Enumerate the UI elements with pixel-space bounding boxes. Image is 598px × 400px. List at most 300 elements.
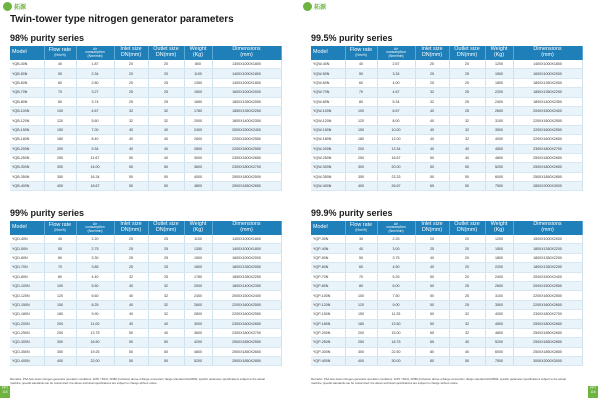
cell-outlet-size: 20 bbox=[449, 60, 485, 69]
table-row bbox=[311, 235, 582, 244]
cell-air-consumption: 8.00 bbox=[377, 116, 415, 125]
cell-weight: 1780 bbox=[184, 106, 212, 115]
cell-flow-rate: 150 bbox=[44, 300, 76, 309]
cell-dimensions: 2000X1500X2400 bbox=[513, 106, 582, 115]
cell-outlet-size: 40 bbox=[148, 153, 184, 162]
cell-air-consumption: 10.00 bbox=[377, 125, 415, 134]
table-row bbox=[311, 310, 582, 319]
section-title-98: 98% purity series bbox=[10, 33, 85, 43]
table-header-row bbox=[10, 221, 281, 235]
cell-dimensions: 1800X1350X2200 bbox=[513, 244, 582, 253]
cell-weight: 3000 bbox=[184, 153, 212, 162]
cell-weight: 2600 bbox=[485, 106, 513, 115]
cell-inlet-size: 25 bbox=[415, 69, 449, 78]
cell-inlet-size: 25 bbox=[114, 88, 148, 97]
cell-dimensions: 2300X1800X2700 bbox=[212, 163, 281, 172]
header-model bbox=[311, 221, 345, 235]
cell-outlet-size: 20 bbox=[148, 69, 184, 78]
cell-model: YQD-40N bbox=[10, 235, 44, 244]
cell-air-consumption: 18.75 bbox=[377, 338, 415, 347]
cell-flow-rate: 50 bbox=[345, 253, 377, 262]
cell-weight: 2400 bbox=[485, 272, 513, 281]
header-flow-rate-text: Flow rate bbox=[349, 47, 373, 54]
page-title: Twin-tower type nitrogen generator parameters bbox=[10, 14, 234, 25]
cell-dimensions: 2000X1500X2400 bbox=[513, 272, 582, 281]
header-weight-text: Weight bbox=[189, 221, 207, 228]
cell-model: YQW-300N bbox=[311, 163, 345, 172]
cell-inlet-size: 40 bbox=[114, 125, 148, 134]
header-dimensions-text: Dimensions bbox=[232, 221, 261, 228]
cell-flow-rate: 80 bbox=[345, 281, 377, 290]
cell-inlet-size: 50 bbox=[114, 182, 148, 191]
cell-flow-rate: 70 bbox=[44, 263, 76, 272]
cell-outlet-size: 20 bbox=[148, 60, 184, 69]
header-inlet-size-text: DN(mm) bbox=[120, 227, 142, 233]
cell-weight: 5200 bbox=[184, 357, 212, 366]
header-flow-rate-text: Flow rate bbox=[48, 47, 72, 54]
header-inlet-size bbox=[114, 46, 148, 60]
cell-weight: 1650 bbox=[184, 97, 212, 106]
cell-model: YQD-350N bbox=[10, 347, 44, 356]
cell-dimensions: 2500X1850X2850 bbox=[212, 357, 281, 366]
header-dimensions bbox=[513, 46, 582, 60]
cell-flow-rate: 300 bbox=[44, 163, 76, 172]
cell-outlet-size: 50 bbox=[148, 163, 184, 172]
spec-table-99-9 bbox=[311, 221, 583, 366]
cell-flow-rate: 50 bbox=[44, 69, 76, 78]
cell-dimensions: 2500X1800X2650 bbox=[513, 319, 582, 328]
cell-air-consumption: 4.50 bbox=[377, 263, 415, 272]
spec-table-99 bbox=[10, 221, 282, 366]
cell-model: YQW-100N bbox=[311, 106, 345, 115]
cell-air-consumption: 5.34 bbox=[377, 97, 415, 106]
cell-outlet-size: 25 bbox=[449, 106, 485, 115]
cell-weight: 3600 bbox=[184, 328, 212, 337]
table-row bbox=[10, 144, 281, 153]
cell-weight: 5200 bbox=[485, 163, 513, 172]
header-inlet-size-text: Inlet size bbox=[421, 221, 443, 228]
cell-weight: 2400 bbox=[184, 125, 212, 134]
cell-dimensions: 1600X1000X2000 bbox=[513, 69, 582, 78]
header-dimensions-text: (mm) bbox=[240, 227, 253, 233]
cell-dimensions: 2300X1800X2700 bbox=[513, 310, 582, 319]
cell-outlet-size: 25 bbox=[148, 263, 184, 272]
cell-inlet-size: 32 bbox=[415, 88, 449, 97]
cell-model: YQP-200N bbox=[311, 328, 345, 337]
cell-inlet-size: 40 bbox=[114, 144, 148, 153]
cell-air-consumption: 3.00 bbox=[377, 244, 415, 253]
header-air-consumption-text: Air bbox=[393, 221, 399, 226]
cell-air-consumption: 20.00 bbox=[377, 163, 415, 172]
cell-flow-rate: 300 bbox=[345, 163, 377, 172]
cell-inlet-size: 50 bbox=[415, 281, 449, 290]
table-row bbox=[311, 106, 582, 115]
cell-weight: 1500 bbox=[184, 253, 212, 262]
table-row bbox=[311, 88, 582, 97]
cell-flow-rate: 100 bbox=[345, 106, 377, 115]
table-row bbox=[10, 88, 281, 97]
table-row bbox=[10, 172, 281, 181]
table-row bbox=[10, 135, 281, 144]
cell-dimensions: 1400X1000X1800 bbox=[212, 235, 281, 244]
cell-weight: 4500 bbox=[485, 144, 513, 153]
cell-air-consumption: 16.50 bbox=[76, 338, 114, 347]
cell-air-consumption: 16.67 bbox=[377, 153, 415, 162]
header-inlet-size bbox=[114, 221, 148, 235]
cell-air-consumption: 16.34 bbox=[76, 172, 114, 181]
cell-dimensions: 1800X1350X2250 bbox=[513, 263, 582, 272]
table-row bbox=[311, 60, 582, 69]
cell-air-consumption: 4.67 bbox=[76, 106, 114, 115]
header-dimensions bbox=[212, 46, 281, 60]
table-header-row bbox=[311, 46, 582, 60]
header-outlet-size-text: Outlet size bbox=[454, 221, 480, 228]
cell-outlet-size: 50 bbox=[449, 357, 485, 366]
cell-flow-rate: 120 bbox=[345, 300, 377, 309]
cell-outlet-size: 25 bbox=[148, 272, 184, 281]
cell-air-consumption: 2.75 bbox=[76, 244, 114, 253]
header-air-consumption-text: Air bbox=[393, 46, 399, 51]
cell-outlet-size: 25 bbox=[148, 88, 184, 97]
cell-flow-rate: 80 bbox=[44, 272, 76, 281]
table-row bbox=[311, 300, 582, 309]
cell-air-consumption: 4.40 bbox=[76, 272, 114, 281]
header-model-text: Model bbox=[12, 224, 27, 231]
header-outlet-size bbox=[148, 221, 184, 235]
cell-air-consumption: 22.00 bbox=[76, 357, 114, 366]
cell-air-consumption: 26.67 bbox=[377, 182, 415, 191]
cell-weight: 1800 bbox=[485, 78, 513, 87]
cell-dimensions: 1400X1000X1800 bbox=[212, 69, 281, 78]
cell-weight: 1350 bbox=[184, 78, 212, 87]
cell-dimensions: 2500X1850X2650 bbox=[212, 347, 281, 356]
cell-inlet-size: 50 bbox=[114, 357, 148, 366]
header-outlet-size-text: Outlet size bbox=[153, 46, 179, 53]
table-row bbox=[10, 182, 281, 191]
cell-dimensions: 1600X1000X2000 bbox=[212, 253, 281, 262]
cell-model: YQP-100N bbox=[311, 291, 345, 300]
logo-left bbox=[3, 2, 26, 11]
cell-flow-rate: 200 bbox=[345, 144, 377, 153]
cell-weight: 2000 bbox=[184, 116, 212, 125]
cell-flow-rate: 350 bbox=[44, 347, 76, 356]
cell-model: YQP-50N bbox=[311, 253, 345, 262]
remarks-right: Remarks: PSA twin-tower nitrogen generator operation conditions: 220V / 50Hz, DN80 (inclusive) above a flange connection, flange standard HG20592; specific parameter specifications subject to the actual machine; special standards can be customized; the above technical specifications are subject to change without notice. bbox=[311, 377, 566, 385]
header-flow-rate-text: Flow rate bbox=[48, 222, 72, 229]
cell-weight: 2600 bbox=[485, 281, 513, 290]
cell-weight: 1800 bbox=[485, 253, 513, 262]
cell-inlet-size: 32 bbox=[114, 116, 148, 125]
cell-model: YQW-80N bbox=[311, 97, 345, 106]
cell-weight: 2800 bbox=[184, 144, 212, 153]
header-flow-rate-text: (Nm³/h) bbox=[54, 228, 66, 233]
cell-model: YQB-400N bbox=[10, 182, 44, 191]
cell-outlet-size: 20 bbox=[449, 263, 485, 272]
cell-inlet-size: 65 bbox=[415, 182, 449, 191]
cell-weight: 2400 bbox=[184, 291, 212, 300]
cell-flow-rate: 70 bbox=[345, 272, 377, 281]
cell-weight: 1100 bbox=[184, 69, 212, 78]
table-row bbox=[10, 163, 281, 172]
header-model bbox=[10, 221, 44, 235]
table-row bbox=[311, 144, 582, 153]
cell-dimensions: 1800X1350X2250 bbox=[513, 253, 582, 262]
cell-air-consumption: 12.00 bbox=[377, 135, 415, 144]
cell-flow-rate: 180 bbox=[44, 310, 76, 319]
cell-model: YQB-40N bbox=[10, 60, 44, 69]
cell-weight: 1780 bbox=[184, 272, 212, 281]
header-air-consumption bbox=[377, 46, 415, 60]
table-row bbox=[311, 125, 582, 134]
cell-dimensions: 1800X1400X2350 bbox=[212, 116, 281, 125]
cell-outlet-size: 50 bbox=[148, 182, 184, 191]
cell-inlet-size: 50 bbox=[114, 172, 148, 181]
section-title-99: 99% purity series bbox=[10, 208, 85, 218]
cell-outlet-size: 50 bbox=[148, 172, 184, 181]
cell-air-consumption: 23.33 bbox=[377, 172, 415, 181]
cell-inlet-size: 50 bbox=[114, 338, 148, 347]
cell-flow-rate: 50 bbox=[345, 69, 377, 78]
cell-air-consumption: 3.30 bbox=[76, 253, 114, 262]
cell-outlet-size: 50 bbox=[148, 357, 184, 366]
cell-air-consumption: 6.00 bbox=[377, 281, 415, 290]
cell-dimensions: 2200X1600X2550 bbox=[513, 116, 582, 125]
cell-inlet-size: 20 bbox=[114, 69, 148, 78]
page-badge-left bbox=[0, 386, 10, 398]
cell-outlet-size: 25 bbox=[148, 253, 184, 262]
cell-air-consumption: 14.00 bbox=[76, 163, 114, 172]
header-weight-text: (Kg) bbox=[493, 52, 505, 58]
cell-dimensions: 2200X1600X2550 bbox=[212, 300, 281, 309]
cell-inlet-size: 25 bbox=[114, 97, 148, 106]
cell-air-consumption: 18.67 bbox=[76, 182, 114, 191]
cell-air-consumption: 30.00 bbox=[377, 357, 415, 366]
cell-dimensions: 2500X1850X2850 bbox=[513, 338, 582, 347]
cell-outlet-size: 25 bbox=[449, 97, 485, 106]
cell-air-consumption: 6.60 bbox=[76, 291, 114, 300]
cell-model: YQB-100N bbox=[10, 106, 44, 115]
table-row bbox=[10, 116, 281, 125]
table-row bbox=[311, 172, 582, 181]
table-row bbox=[10, 125, 281, 134]
cell-inlet-size: 65 bbox=[415, 338, 449, 347]
header-weight-text: (Kg) bbox=[192, 227, 204, 233]
cell-weight: 4800 bbox=[184, 182, 212, 191]
cell-air-consumption: 8.40 bbox=[76, 135, 114, 144]
cell-inlet-size: 40 bbox=[415, 135, 449, 144]
cell-air-consumption: 5.50 bbox=[76, 281, 114, 290]
cell-flow-rate: 400 bbox=[345, 357, 377, 366]
cell-model: YQW-50N bbox=[311, 69, 345, 78]
cell-flow-rate: 80 bbox=[345, 97, 377, 106]
cell-model: YQP-400N bbox=[311, 357, 345, 366]
cell-model: YQD-200N bbox=[10, 319, 44, 328]
cell-dimensions: 2300X1800X2700 bbox=[513, 144, 582, 153]
cell-inlet-size: 50 bbox=[114, 153, 148, 162]
cell-outlet-size: 25 bbox=[449, 300, 485, 309]
cell-outlet-size: 40 bbox=[449, 338, 485, 347]
cell-air-consumption: 22.50 bbox=[377, 347, 415, 356]
header-air-consumption bbox=[76, 46, 114, 60]
header-weight bbox=[184, 46, 212, 60]
cell-outlet-size: 20 bbox=[449, 235, 485, 244]
table-row bbox=[10, 97, 281, 106]
cell-weight: 4800 bbox=[485, 328, 513, 337]
cell-flow-rate: 80 bbox=[44, 97, 76, 106]
cell-inlet-size: 50 bbox=[415, 163, 449, 172]
cell-model: YQD-180N bbox=[10, 310, 44, 319]
header-inlet-size-text: DN(mm) bbox=[421, 227, 443, 233]
table-row bbox=[10, 69, 281, 78]
cell-flow-rate: 60 bbox=[44, 78, 76, 87]
cell-model: YQP-40N bbox=[311, 244, 345, 253]
cell-inlet-size: 25 bbox=[415, 244, 449, 253]
cell-flow-rate: 250 bbox=[345, 153, 377, 162]
cell-flow-rate: 300 bbox=[44, 338, 76, 347]
cell-inlet-size: 65 bbox=[415, 328, 449, 337]
cell-dimensions: 2500X1850X2850 bbox=[513, 172, 582, 181]
header-dimensions-text: Dimensions bbox=[533, 46, 562, 53]
cell-flow-rate: 400 bbox=[44, 357, 76, 366]
header-flow-rate bbox=[44, 221, 76, 235]
cell-air-consumption: 3.34 bbox=[377, 69, 415, 78]
table-row bbox=[311, 153, 582, 162]
cell-model: YQB-150N bbox=[10, 125, 44, 134]
cell-weight: 3600 bbox=[184, 163, 212, 172]
cell-outlet-size: 25 bbox=[148, 235, 184, 244]
cell-outlet-size: 50 bbox=[148, 338, 184, 347]
cell-flow-rate: 150 bbox=[44, 125, 76, 134]
header-weight bbox=[485, 46, 513, 60]
table-row bbox=[311, 244, 582, 253]
cell-inlet-size: 20 bbox=[415, 235, 449, 244]
cell-model: YQP-80N bbox=[311, 281, 345, 290]
cell-flow-rate: 250 bbox=[44, 153, 76, 162]
header-weight-text: (Kg) bbox=[493, 227, 505, 233]
cell-dimensions: 1400X1000X1800 bbox=[212, 244, 281, 253]
cell-dimensions: 2200X1600X2550 bbox=[212, 310, 281, 319]
spec-table-98 bbox=[10, 46, 282, 191]
spec-table-99-5 bbox=[311, 46, 583, 191]
cell-model: YQW-40N bbox=[311, 60, 345, 69]
cell-inlet-size: 50 bbox=[415, 291, 449, 300]
table-row bbox=[10, 347, 281, 356]
cell-dimensions: 2500X1800X2650 bbox=[513, 153, 582, 162]
cell-flow-rate: 40 bbox=[345, 244, 377, 253]
cell-air-consumption: 11.67 bbox=[76, 153, 114, 162]
cell-dimensions: 1300X1000X1800 bbox=[212, 60, 281, 69]
cell-weight: 1100 bbox=[184, 235, 212, 244]
cell-dimensions: 2200X1600X2650 bbox=[513, 300, 582, 309]
table-row bbox=[311, 116, 582, 125]
cell-outlet-size: 32 bbox=[449, 319, 485, 328]
table-row bbox=[10, 319, 281, 328]
table-row bbox=[311, 357, 582, 366]
logo-text: 拓源 bbox=[14, 5, 27, 11]
cell-air-consumption: 2.67 bbox=[377, 60, 415, 69]
cell-weight: 4800 bbox=[485, 153, 513, 162]
header-dimensions-text: Dimensions bbox=[533, 221, 562, 228]
header-inlet-size-text: Inlet size bbox=[120, 221, 142, 228]
header-inlet-size bbox=[415, 46, 449, 60]
cell-dimensions: 2000X1500X2550 bbox=[513, 281, 582, 290]
table-row bbox=[311, 263, 582, 272]
header-inlet-size-text: Inlet size bbox=[421, 46, 443, 53]
header-air-consumption-text: (Nm³/min) bbox=[388, 228, 404, 233]
cell-outlet-size: 25 bbox=[449, 291, 485, 300]
cell-weight: 1600 bbox=[184, 263, 212, 272]
cell-flow-rate: 400 bbox=[345, 182, 377, 191]
header-weight-text: Weight bbox=[490, 221, 508, 228]
header-dimensions-text: (mm) bbox=[541, 227, 554, 233]
cell-inlet-size: 40 bbox=[114, 319, 148, 328]
cell-weight: 4000 bbox=[485, 135, 513, 144]
cell-dimensions: 1800X1350X2050 bbox=[513, 78, 582, 87]
cell-inlet-size: 25 bbox=[114, 78, 148, 87]
cell-inlet-size: 40 bbox=[415, 263, 449, 272]
cell-flow-rate: 120 bbox=[345, 116, 377, 125]
cell-air-consumption: 1.87 bbox=[76, 60, 114, 69]
cell-weight: 2200 bbox=[485, 263, 513, 272]
cell-air-consumption: 2.20 bbox=[76, 235, 114, 244]
cell-flow-rate: 70 bbox=[44, 88, 76, 97]
table-row bbox=[311, 272, 582, 281]
cell-air-consumption: 9.90 bbox=[76, 310, 114, 319]
section-title-99-9: 99.9% purity series bbox=[311, 208, 393, 218]
header-flow-rate-text: (Nm³/h) bbox=[54, 53, 66, 58]
header-air-consumption-text: (Nm³/min) bbox=[87, 53, 103, 58]
table-row bbox=[10, 244, 281, 253]
cell-inlet-size: 25 bbox=[114, 235, 148, 244]
cell-outlet-size: 50 bbox=[148, 347, 184, 356]
cell-dimensions: 2200X1600X2550 bbox=[212, 135, 281, 144]
table-row bbox=[10, 281, 281, 290]
cell-weight: 4000 bbox=[485, 310, 513, 319]
cell-air-consumption: 7.50 bbox=[377, 291, 415, 300]
cell-model: YQW-350N bbox=[311, 172, 345, 181]
cell-flow-rate: 120 bbox=[44, 291, 76, 300]
cell-weight: 4800 bbox=[184, 347, 212, 356]
cell-model: YQW-120N bbox=[311, 116, 345, 125]
header-air-consumption bbox=[76, 221, 114, 235]
table-row bbox=[10, 235, 281, 244]
cell-inlet-size: 32 bbox=[114, 106, 148, 115]
header-air-consumption-text: consumption bbox=[85, 225, 105, 230]
cell-outlet-size: 20 bbox=[449, 272, 485, 281]
cell-model: YQD-250N bbox=[10, 328, 44, 337]
cell-dimensions: 2500X1800X2500 bbox=[212, 172, 281, 181]
table-row bbox=[10, 310, 281, 319]
table-row bbox=[311, 78, 582, 87]
cell-model: YQP-150N bbox=[311, 310, 345, 319]
cell-dimensions: 1800X1400X2350 bbox=[212, 281, 281, 290]
cell-inlet-size: 50 bbox=[415, 319, 449, 328]
cell-outlet-size: 50 bbox=[449, 182, 485, 191]
header-weight-text: Weight bbox=[189, 46, 207, 53]
cell-flow-rate: 180 bbox=[345, 135, 377, 144]
cell-dimensions: 1850X1350X2250 bbox=[212, 272, 281, 281]
table-row bbox=[10, 272, 281, 281]
header-flow-rate-text: (Nm³/h) bbox=[355, 53, 367, 58]
cell-weight: 4000 bbox=[184, 172, 212, 181]
table-row bbox=[311, 163, 582, 172]
header-flow-rate bbox=[345, 221, 377, 235]
cell-outlet-size: 25 bbox=[449, 281, 485, 290]
cell-weight: 2600 bbox=[184, 300, 212, 309]
header-dimensions-text: (mm) bbox=[541, 52, 554, 58]
cell-dimensions: 1850X1350X2250 bbox=[513, 88, 582, 97]
cell-air-consumption: 8.25 bbox=[76, 300, 114, 309]
